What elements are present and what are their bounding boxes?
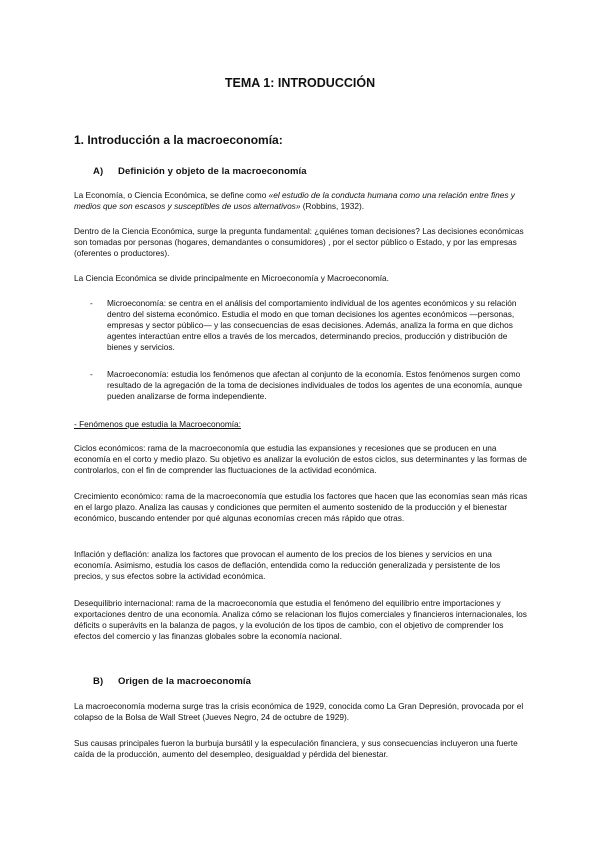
- document-title: TEMA 1: INTRODUCCIÓN: [224, 76, 376, 90]
- section-heading: 1. Introducción a la macroeconomía:: [74, 133, 283, 147]
- subsection-b-label: Origen de la macroeconomía: [118, 676, 252, 687]
- bullet-text: Macroeconomía: estudia los fenómenos que afectan al conjunto de la economía. Estos fenómenos surgen como resultado de la agregación de la toma de decisiones individuales de todos los agentes de una economía, aunque pueden analizarse de forma independiente.: [107, 369, 523, 401]
- bullet-text: Microeconomía: se centra en el análisis del comportamiento individual de los agentes económicos y su relación dentro del sistema económico. Estudia el modo en que toman decisiones los agentes económicos —personas, empresas y sector público— y las consecuencias de esas decisiones. Además, analiza la forma en que dichos agentes interactúan entre ellos a través de los mercados, determinando precios, producción y distribución de bienes y servicios.: [107, 298, 517, 352]
- subsection-b-heading: [93, 676, 251, 687]
- bullet-dash: -: [90, 369, 93, 379]
- definition-citation: (Robbins, 1932).: [300, 201, 365, 211]
- bullet-macroeconomia: [90, 369, 530, 402]
- subsection-a-heading: [93, 166, 307, 177]
- paragraph-causas: Sus causas principales fueron la burbuja bursátil y la especulación financiera, y sus consecuencias incluyeron una fuerte caída de la producción, aumento del desempleo, desigualdad y pérdida del bienestar.: [74, 738, 518, 759]
- paragraph-division: La Ciencia Económica se divide principalmente en Microeconomía y Macroeconomía.: [74, 273, 389, 283]
- definition-quote: «el estudio de la conducta humana como una relación entre fines y medios que son escasos y susceptibles de usos alternativos»: [74, 190, 515, 211]
- paragraph-ciclos: Ciclos económicos: rama de la macroeconomía que estudia las expansiones y recesiones que se producen en una economía en el corto y medio plazo. Su objetivo es analizar la evolución de estos ciclos, sus determinantes y las formas de controlarlos, con el fin de comprender las fluctuaciones de la actividad económica.: [74, 443, 527, 475]
- subsection-a-letter: A): [93, 166, 104, 177]
- subsection-a-label: Definición y objeto de la macroeconomía: [118, 166, 307, 177]
- paragraph-origen: La macroeconomía moderna surge tras la crisis económica de 1929, conocida como La Gran Depresión, provocada por el colapso de la Bolsa de Wall Street (Jueves Negro, 24 de octubre de 1929).: [74, 701, 524, 722]
- subsection-b-letter: B): [93, 676, 104, 687]
- phenomena-subheading: - Fenómenos que estudia la Macroeconomía:: [74, 419, 241, 429]
- paragraph-desequilibrio: Desequilibrio internacional: rama de la macroeconomía que estudia el fenómeno del equilibrio entre importaciones y exportaciones dentro de una economía. Analiza cómo se relacionan los flujos comerciales y financieros internacionales, los déficits o superávits en la balanza de pagos, y la evolución de los tipos de cambio, con el objetivo de comprender los efectos del comercio y las finanzas globales sobre la economía nacional.: [74, 598, 527, 641]
- bullet-dash: -: [90, 298, 93, 308]
- paragraph-inflacion: Inflación y deflación: analiza los factores que provocan el aumento de los precios de los bienes y servicios en una economía. Asimismo, estudia los casos de deflación, entendida como la reducción generalizada y persistente de los precios, y sus efectos sobre la actividad económica.: [74, 549, 501, 581]
- definition-text: La Economía, o Ciencia Económica, se define como: [74, 190, 269, 200]
- bullet-microeconomia: [90, 298, 530, 353]
- paragraph-crecimiento: Crecimiento económico: rama de la macroeconomía que estudia los factores que hacen que las economías sean más ricas en el largo plazo. Analiza las causas y condiciones que permiten el aumento sostenido de la producción y el bienestar económico, buscando entender por qué algunas economías crecen más rápido que otras.: [74, 491, 528, 523]
- paragraph-decisions: Dentro de la Ciencia Económica, surge la pregunta fundamental: ¿quiénes toman decisiones? Las decisiones económicas son tomadas por personas (hogares, demandantes o consumidores) , por el sector público o Estado, y por las empresas (oferentes o productores).: [74, 226, 524, 258]
- paragraph-definition: [74, 190, 530, 212]
